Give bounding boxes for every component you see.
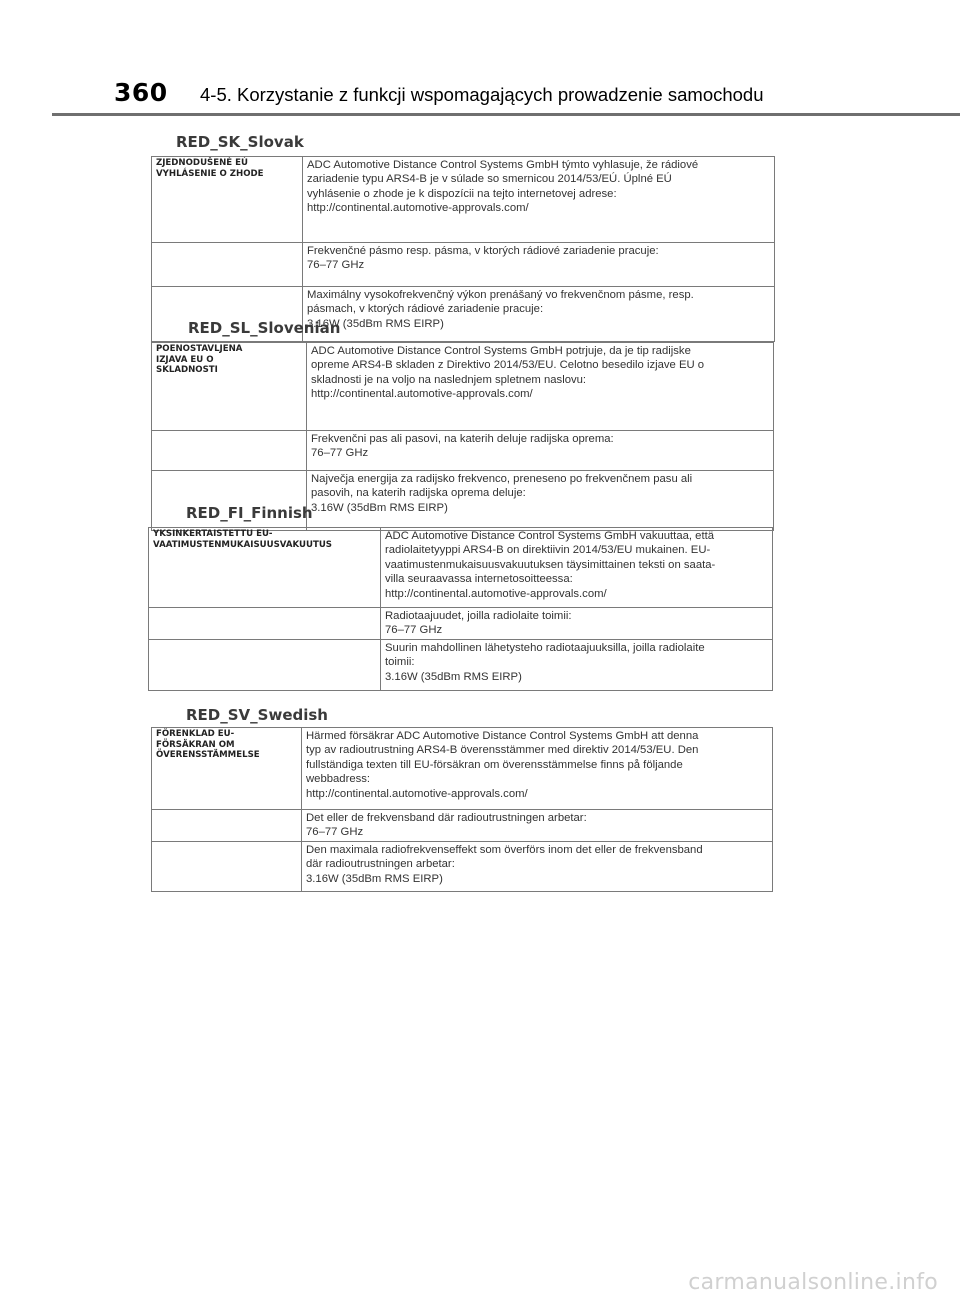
section-heading: RED_SK_Slovak <box>176 133 304 151</box>
label-line: SKLADNOSTI <box>156 365 218 376</box>
text-line: 76–77 GHz <box>385 624 443 637</box>
text-line: webbadress: <box>306 773 371 786</box>
text-line: http://continental.automotive-approvals.com/ <box>385 587 607 600</box>
declaration-table <box>148 527 773 691</box>
table-row <box>152 841 773 891</box>
label-line: FÖRENKLAD EU- <box>156 729 235 739</box>
declaration-label-cell <box>152 728 302 810</box>
text-line: Den maximala radiofrekvenseffekt som överförs inom det eller de frekvensband <box>306 843 703 856</box>
text-line: Frekvenčné pásmo resp. pásma, v ktorých rádiové zariadenie pracuje: <box>307 245 659 257</box>
declaration-table <box>151 342 774 531</box>
table-row <box>152 810 773 842</box>
text-line: Det eller de frekvensband där radioutrustningen arbetar: <box>306 812 587 824</box>
text-line: ADC Automotive Distance Control Systems GmbH potrjuje, da je tip radijske <box>311 345 691 357</box>
empty-label-cell <box>149 608 381 640</box>
declaration-table <box>151 727 773 892</box>
declaration-text-cell <box>381 639 773 690</box>
section-heading: RED_SV_Swedish <box>186 706 328 724</box>
label-line: FÖRSÄKRAN OM <box>156 739 235 750</box>
table-row <box>152 157 775 243</box>
text-line: Härmed försäkrar ADC Automotive Distance Control Systems GmbH att denna <box>306 730 699 742</box>
table-row <box>152 431 774 471</box>
text-line: zariadenie typu ARS4-B je v súlade so smernicou 2014/53/EÚ. Úplné EÚ <box>307 173 672 186</box>
declaration-label-cell <box>152 157 303 243</box>
text-line: http://continental.automotive-approvals.com/ <box>307 202 529 215</box>
text-line: opreme ARS4-B skladen z Direktivo 2014/53/EU. Celotno besedilo izjave EU o <box>311 359 705 372</box>
text-line: 3.16W (35dBm RMS EIRP) <box>306 872 443 885</box>
label-line: ÖVERENSSTÄMMELSE <box>156 750 260 761</box>
label-line: POENOSTAVLJENA <box>156 344 243 354</box>
text-line: http://continental.automotive-approvals.com/ <box>306 787 528 800</box>
text-line: pasovih, na katerih radijska oprema deluje: <box>311 487 526 500</box>
text-line: 76–77 GHz <box>311 447 369 460</box>
table-row <box>152 243 775 287</box>
declaration-text-cell <box>302 728 773 810</box>
text-line: Radiotaajuudet, joilla radiolaite toimii: <box>385 610 572 622</box>
text-line: villa seuraavassa internetosoitteessa: <box>385 573 573 586</box>
label-line: VYHLÁSENIE O ZHODE <box>156 168 264 179</box>
chapter-title: 4-5. Korzystanie z funkcji wspomagających prowadzenie samochodu <box>200 84 764 105</box>
text-line: Frekvenčni pas ali pasovi, na katerih deluje radijska oprema: <box>311 433 614 445</box>
text-line: 76–77 GHz <box>307 259 365 272</box>
text-line: 76–77 GHz <box>306 826 364 839</box>
text-line: typ av radioutrustning ARS4-B överensstämmer med direktiv 2014/53/EU. Den <box>306 744 699 757</box>
page-header <box>0 0 960 118</box>
text-line: 3.16W (35dBm RMS EIRP) <box>307 317 444 330</box>
text-line: Največja energija za radijsko frekvenco, preneseno po frekvenčnem pasu ali <box>311 473 693 485</box>
table-row <box>149 639 773 690</box>
declaration-label-cell <box>152 343 307 431</box>
text-line: pásmach, v ktorých rádiové zariadenie pracuje: <box>307 303 544 316</box>
label-line: ZJEDNODUŠENÉ EÚ <box>156 158 249 168</box>
section-heading: RED_FI_Finnish <box>186 504 313 522</box>
label-line: VAATIMUSTENMUKAISUUSVAKUUTUS <box>153 539 332 550</box>
declaration-text-cell <box>303 243 775 287</box>
table-row <box>152 343 774 431</box>
table-row <box>152 728 773 810</box>
text-line: skladnosti je na voljo na naslednjem spletnem naslovu: <box>311 373 587 386</box>
empty-label-cell <box>152 841 302 891</box>
section-heading: RED_SL_Slovenian <box>188 319 341 337</box>
declaration-text-cell <box>302 810 773 842</box>
table-row <box>149 608 773 640</box>
header-rule <box>52 113 960 116</box>
text-line: vaatimustenmukaisuusvakuutuksen täysimittainen teksti on saata- <box>385 558 716 571</box>
text-line: vyhlásenie o zhode je k dispozícii na tejto internetovej adrese: <box>307 187 617 200</box>
empty-label-cell <box>152 431 307 471</box>
label-line: YKSINKERTAISTETTU EU- <box>153 529 273 539</box>
text-line: http://continental.automotive-approvals.com/ <box>311 388 533 401</box>
text-line: fullständiga texten till EU-försäkran om överensstämmelse finns på följande <box>306 758 683 771</box>
watermark-text: carmanualsonline.info <box>688 1270 938 1295</box>
declaration-text-cell <box>381 608 773 640</box>
empty-label-cell <box>149 639 381 690</box>
text-line: radiolaitetyyppi ARS4-B on direktiivin 2014/53/EU mukainen. EU- <box>385 544 711 557</box>
empty-label-cell <box>152 810 302 842</box>
page-number: 360 <box>114 78 168 107</box>
declaration-table <box>151 156 775 342</box>
table-row <box>149 528 773 608</box>
declaration-text-cell <box>307 431 774 471</box>
text-line: 3.16W (35dBm RMS EIRP) <box>311 501 448 514</box>
text-line: 3.16W (35dBm RMS EIRP) <box>385 670 522 683</box>
declaration-text-cell <box>302 841 773 891</box>
declaration-text-cell <box>381 528 773 608</box>
empty-label-cell <box>152 243 303 287</box>
label-line: IZJAVA EU O <box>156 354 214 365</box>
text-line: ADC Automotive Distance Control Systems GmbH vakuuttaa, että <box>385 530 714 542</box>
text-line: ADC Automotive Distance Control Systems GmbH týmto vyhlasuje, že rádiové <box>307 159 699 171</box>
text-line: Maximálny vysokofrekvenčný výkon prenášaný vo frekvenčnom pásme, resp. <box>307 289 694 301</box>
declaration-label-cell <box>149 528 381 608</box>
declaration-text-cell <box>307 343 774 431</box>
declaration-text-cell <box>307 471 774 531</box>
text-line: där radioutrustningen arbetar: <box>306 858 455 871</box>
declaration-text-cell <box>303 287 775 342</box>
text-line: toimii: <box>385 656 415 669</box>
declaration-text-cell <box>303 157 775 243</box>
text-line: Suurin mahdollinen lähetysteho radiotaajuuksilla, joilla radiolaite <box>385 641 705 654</box>
